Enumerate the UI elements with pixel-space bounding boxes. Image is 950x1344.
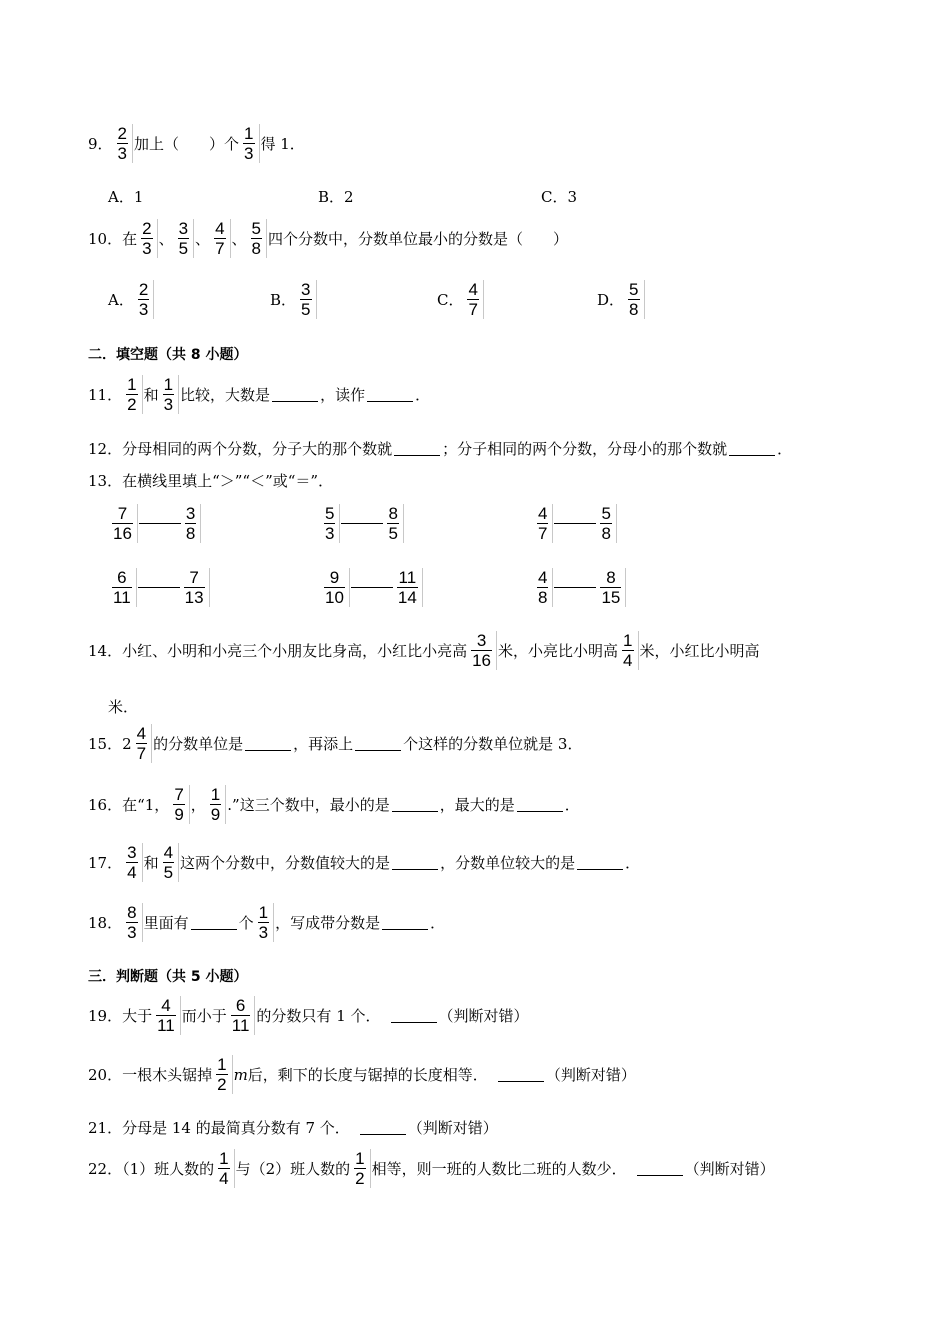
option-a[interactable]: A．1 [108, 188, 144, 206]
answer-line[interactable] [351, 587, 393, 588]
question-21: 21．分母是 14 的最简真分数有 7 个． （判断对错） [88, 1119, 498, 1137]
fraction: 6 11 [109, 568, 137, 607]
section-heading: 三．判断题（共 5 小题） [88, 969, 248, 985]
question-number: 9． [88, 135, 113, 153]
fraction: 3 8 [182, 504, 201, 543]
comparison-pair [533, 504, 618, 543]
question-text: 得 1． [260, 135, 305, 153]
fraction: 4 7 [133, 724, 152, 763]
fraction: 8 15 [597, 568, 626, 607]
answer-line[interactable] [554, 587, 596, 588]
fraction: 2 3 [138, 219, 157, 258]
answer-line[interactable] [341, 523, 383, 524]
fraction: 4 7 [534, 504, 553, 543]
question-17: 17． 3 4 和 4 5 这两个分数中，分数值较大的是 ，分数单位较大的是 ． [88, 843, 641, 882]
answer-blank[interactable] [577, 855, 623, 870]
answer-blank[interactable] [394, 441, 440, 456]
answer-blank[interactable] [245, 736, 291, 751]
answer-blank[interactable] [360, 1120, 406, 1135]
option-b[interactable]: B．2 [318, 188, 354, 206]
fraction: 5 8 [597, 504, 616, 543]
answer-blank[interactable] [272, 387, 318, 402]
answer-blank[interactable] [637, 1161, 683, 1176]
fraction: 1 3 [240, 124, 259, 163]
fraction: 3 4 [123, 843, 142, 882]
fraction: 2 3 [135, 280, 154, 319]
answer-line[interactable] [554, 523, 596, 524]
fraction: 4 8 [534, 568, 553, 607]
fraction: 8 5 [384, 504, 403, 543]
question-9 [88, 124, 305, 163]
fraction: 1 4 [215, 1149, 234, 1188]
answer-line[interactable] [138, 587, 180, 588]
option-c[interactable]: C． 4 7 [437, 280, 485, 319]
answer-blank[interactable] [498, 1067, 544, 1082]
fraction: 4 7 [211, 219, 230, 258]
fraction: 1 3 [255, 903, 274, 942]
question-15: 15．2 4 7 的分数单位是 ，再添上 个这样的分数单位就是 3． [88, 724, 583, 763]
comparison-pair [320, 504, 405, 543]
fraction: 1 9 [207, 785, 226, 824]
answer-blank[interactable] [382, 915, 428, 930]
question-16: 16．在“1， 7 9 ， 1 9 .”这三个数中，最小的是 ，最大的是 ． [88, 785, 580, 824]
comparison-pair [320, 568, 424, 607]
fraction: 3 5 [297, 280, 316, 319]
fraction: 6 11 [228, 996, 256, 1035]
fraction: 3 5 [175, 219, 194, 258]
answer-blank[interactable] [367, 387, 413, 402]
fraction: 7 13 [181, 568, 210, 607]
answer-blank[interactable] [729, 441, 775, 456]
fraction: 4 7 [464, 280, 483, 319]
fraction: 8 3 [123, 903, 142, 942]
question-19: 19．大于 4 11 而小于 6 11 的分数只有 1 个． （判断对错） [88, 996, 529, 1035]
answer-blank[interactable] [392, 797, 438, 812]
fraction: 2 3 [114, 124, 133, 163]
fraction: 5 8 [625, 280, 644, 319]
question-11: 11． 1 2 和 1 3 比较，大数是 ，读作 ． [88, 375, 431, 414]
answer-blank[interactable] [191, 915, 237, 930]
option-a[interactable]: A． 2 3 [108, 280, 155, 319]
comparison-pair [108, 504, 202, 543]
fraction: 1 2 [213, 1055, 232, 1094]
question-12: 12．分母相同的两个分数，分子大的那个数就 ；分子相同的两个分数，分母小的那个数就 ． [88, 440, 793, 458]
fraction: 5 3 [321, 504, 340, 543]
fraction: 1 4 [619, 631, 638, 670]
question-10: 10．在 2 3 、 3 5 、 4 7 、 5 8 四个分数中，分数单位最小的分数是（ ） [88, 219, 569, 258]
question-18: 18． 8 3 里面有 个 1 3 ，写成带分数是 ． [88, 903, 446, 942]
answer-blank[interactable] [391, 1008, 437, 1023]
question-14: 14．小红、小明和小亮三个小朋友比身高，小红比小亮高 3 16 米，小亮比小明高 1 4 米，小红比小明高 [88, 631, 760, 670]
comparison-pair [108, 568, 211, 607]
answer-line[interactable] [139, 523, 181, 524]
fraction: 7 9 [170, 785, 189, 824]
section-heading: 二．填空题（共 8 小题） [88, 347, 248, 363]
option-b[interactable]: B． 3 5 [270, 280, 318, 319]
option-d[interactable]: D． 5 8 [597, 280, 646, 319]
answer-blank[interactable] [355, 736, 401, 751]
fraction: 1 3 [160, 375, 179, 414]
answer-blank[interactable] [392, 855, 438, 870]
fraction: 5 8 [248, 219, 267, 258]
comparison-pair [533, 568, 627, 607]
fraction: 11 14 [394, 568, 423, 607]
question-text: 加上（ ）个 [134, 135, 240, 153]
question-20: 20．一根木头锯掉 1 2 m 后，剩下的长度与锯掉的长度相等． （判断对错） [88, 1055, 636, 1094]
fraction: 9 10 [321, 568, 350, 607]
fraction: 1 2 [123, 375, 142, 414]
fraction: 3 16 [468, 631, 497, 670]
question-14-continued: 米． [108, 698, 139, 716]
question-22: 22．（1）班人数的 1 4 与（2）班人数的 1 2 相等，则一班的人数比二班的人数少． （判断对错） [88, 1149, 775, 1188]
fraction: 4 11 [153, 996, 181, 1035]
fraction: 4 5 [160, 843, 179, 882]
answer-blank[interactable] [517, 797, 563, 812]
fraction: 7 16 [109, 504, 138, 543]
question-13: 13．在横线里填上“＞”“＜”或“＝”． [88, 472, 334, 490]
option-c[interactable]: C．3 [541, 188, 578, 206]
fraction: 1 2 [351, 1149, 370, 1188]
